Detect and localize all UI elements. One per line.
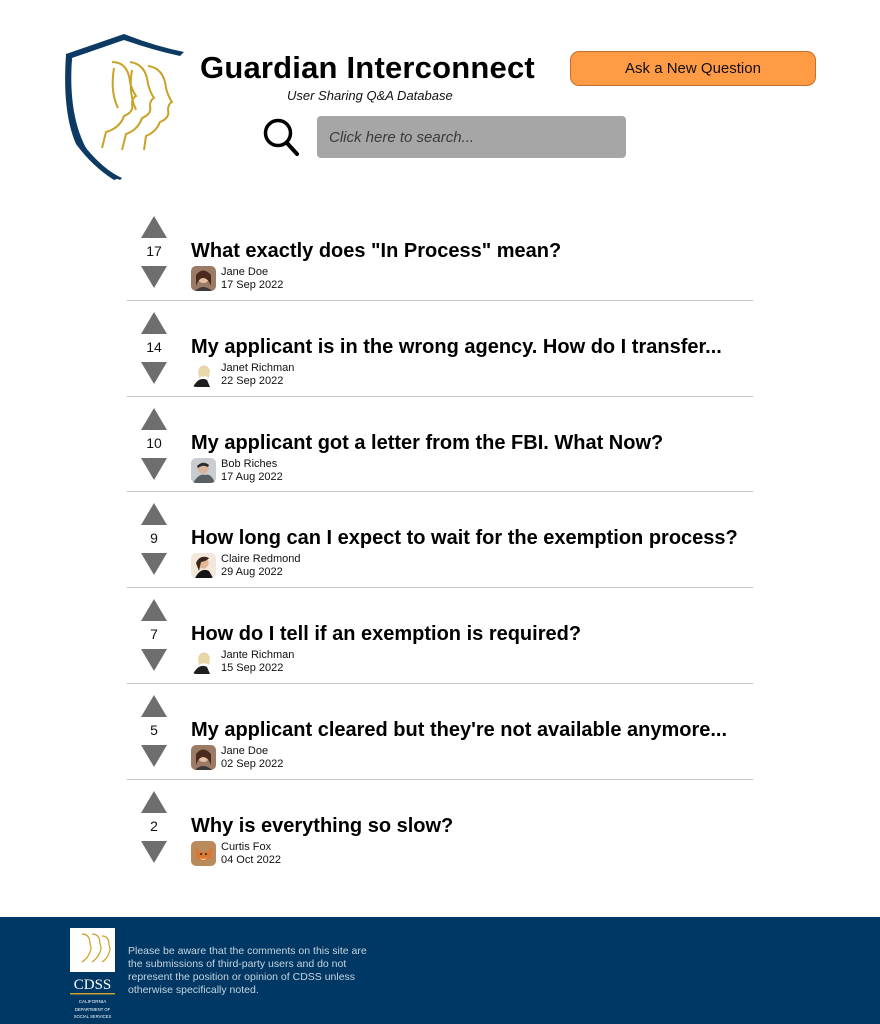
upvote-arrow-icon[interactable] <box>141 312 167 334</box>
post-date: 04 Oct 2022 <box>221 853 281 866</box>
footer-logo-text: CDSS <box>73 977 112 993</box>
vote-controls <box>141 503 167 575</box>
question-row <box>127 205 753 301</box>
post-date: 22 Sep 2022 <box>221 374 284 387</box>
upvote-arrow-icon[interactable] <box>141 599 167 621</box>
question-row <box>127 397 753 493</box>
avatar-curtis-fox <box>191 841 216 866</box>
author-name: Janet Richman <box>221 361 295 374</box>
vote-count: 9 <box>150 530 158 547</box>
question-title-link[interactable]: How do I tell if an exemption is required? <box>191 623 582 646</box>
search-icon[interactable] <box>262 117 300 157</box>
question-title-link[interactable]: My applicant is in the wrong agency. How do I transfer... <box>191 335 722 358</box>
vote-count: 17 <box>146 243 162 259</box>
vote-controls <box>141 791 167 863</box>
avatar-jane-doe <box>191 266 216 291</box>
upvote-arrow-icon[interactable] <box>141 408 167 430</box>
downvote-arrow-icon[interactable] <box>141 745 167 767</box>
vote-count: 5 <box>150 721 158 738</box>
question-title-link[interactable]: My applicant got a letter from the FBI. What Now? <box>191 431 664 454</box>
question-list <box>127 205 753 876</box>
question-title-link[interactable]: My applicant cleared but they're not available anymore... <box>191 718 728 741</box>
downvote-arrow-icon[interactable] <box>141 649 167 671</box>
post-date: 17 Sep 2022 <box>221 279 284 291</box>
author-name: Claire Redmond <box>221 553 301 566</box>
vote-controls <box>141 408 167 480</box>
post-date: 15 Sep 2022 <box>221 662 284 675</box>
vote-controls <box>141 312 167 384</box>
footer-disclaimer: Please be aware that the comments on this site are the submissions of third-party users and do not represent the position or opinion of CDSS unless otherwise specifically noted. <box>128 945 367 996</box>
downvote-arrow-icon[interactable] <box>141 458 167 480</box>
question-title-link[interactable]: Why is everything so slow? <box>191 814 454 837</box>
shield-faces-logo-icon <box>62 32 186 180</box>
vote-count: 7 <box>150 626 158 643</box>
author-name: Curtis Fox <box>221 840 272 853</box>
upvote-arrow-icon[interactable] <box>141 216 167 238</box>
post-date: 29 Aug 2022 <box>221 566 283 579</box>
author-name: Jane Doe <box>221 266 269 278</box>
cdss-logo <box>68 922 118 1022</box>
search-input[interactable] <box>317 116 626 158</box>
author-name: Bob Riches <box>221 457 278 470</box>
page-footer <box>0 917 880 1024</box>
avatar-bob-riches <box>191 458 216 483</box>
upvote-arrow-icon[interactable] <box>141 503 167 525</box>
vote-controls <box>141 599 167 671</box>
question-row <box>127 684 753 780</box>
app-title: Guardian Interconnect <box>200 50 535 85</box>
vote-controls <box>141 695 167 767</box>
question-title-link[interactable]: How long can I expect to wait for the exemption process? <box>191 527 738 550</box>
avatar-jane-doe <box>191 745 216 770</box>
question-row <box>127 492 753 588</box>
post-date: 17 Aug 2022 <box>221 470 283 483</box>
downvote-arrow-icon[interactable] <box>141 266 167 288</box>
upvote-arrow-icon[interactable] <box>141 791 167 813</box>
question-row <box>127 301 753 397</box>
avatar-janet-richman <box>191 362 216 387</box>
vote-count: 2 <box>150 817 158 834</box>
vote-count: 14 <box>146 338 162 355</box>
downvote-arrow-icon[interactable] <box>141 553 167 575</box>
upvote-arrow-icon[interactable] <box>141 695 167 717</box>
downvote-arrow-icon[interactable] <box>141 362 167 384</box>
vote-count: 10 <box>146 434 162 451</box>
vote-controls <box>141 216 167 288</box>
ask-new-question-button[interactable]: Ask a New Question <box>570 51 816 86</box>
downvote-arrow-icon[interactable] <box>141 841 167 863</box>
question-row <box>127 780 753 876</box>
avatar-jante-richman <box>191 649 216 674</box>
footer-logo-subtext: DEPARTMENT OF <box>74 1007 111 1012</box>
footer-logo-subtext: CALIFORNIA <box>78 999 107 1004</box>
author-name: Jane Doe <box>221 744 269 757</box>
question-title-link[interactable]: What exactly does "In Process" mean? <box>191 240 562 262</box>
page-header <box>0 0 880 190</box>
question-row <box>127 588 753 684</box>
avatar-claire-redmond <box>191 553 216 578</box>
app-subtitle: User Sharing Q&A Database <box>287 88 453 103</box>
post-date: 02 Sep 2022 <box>221 757 284 770</box>
author-name: Jante Richman <box>221 649 295 662</box>
footer-logo-subtext: SOCIAL SERVICES <box>73 1014 112 1019</box>
